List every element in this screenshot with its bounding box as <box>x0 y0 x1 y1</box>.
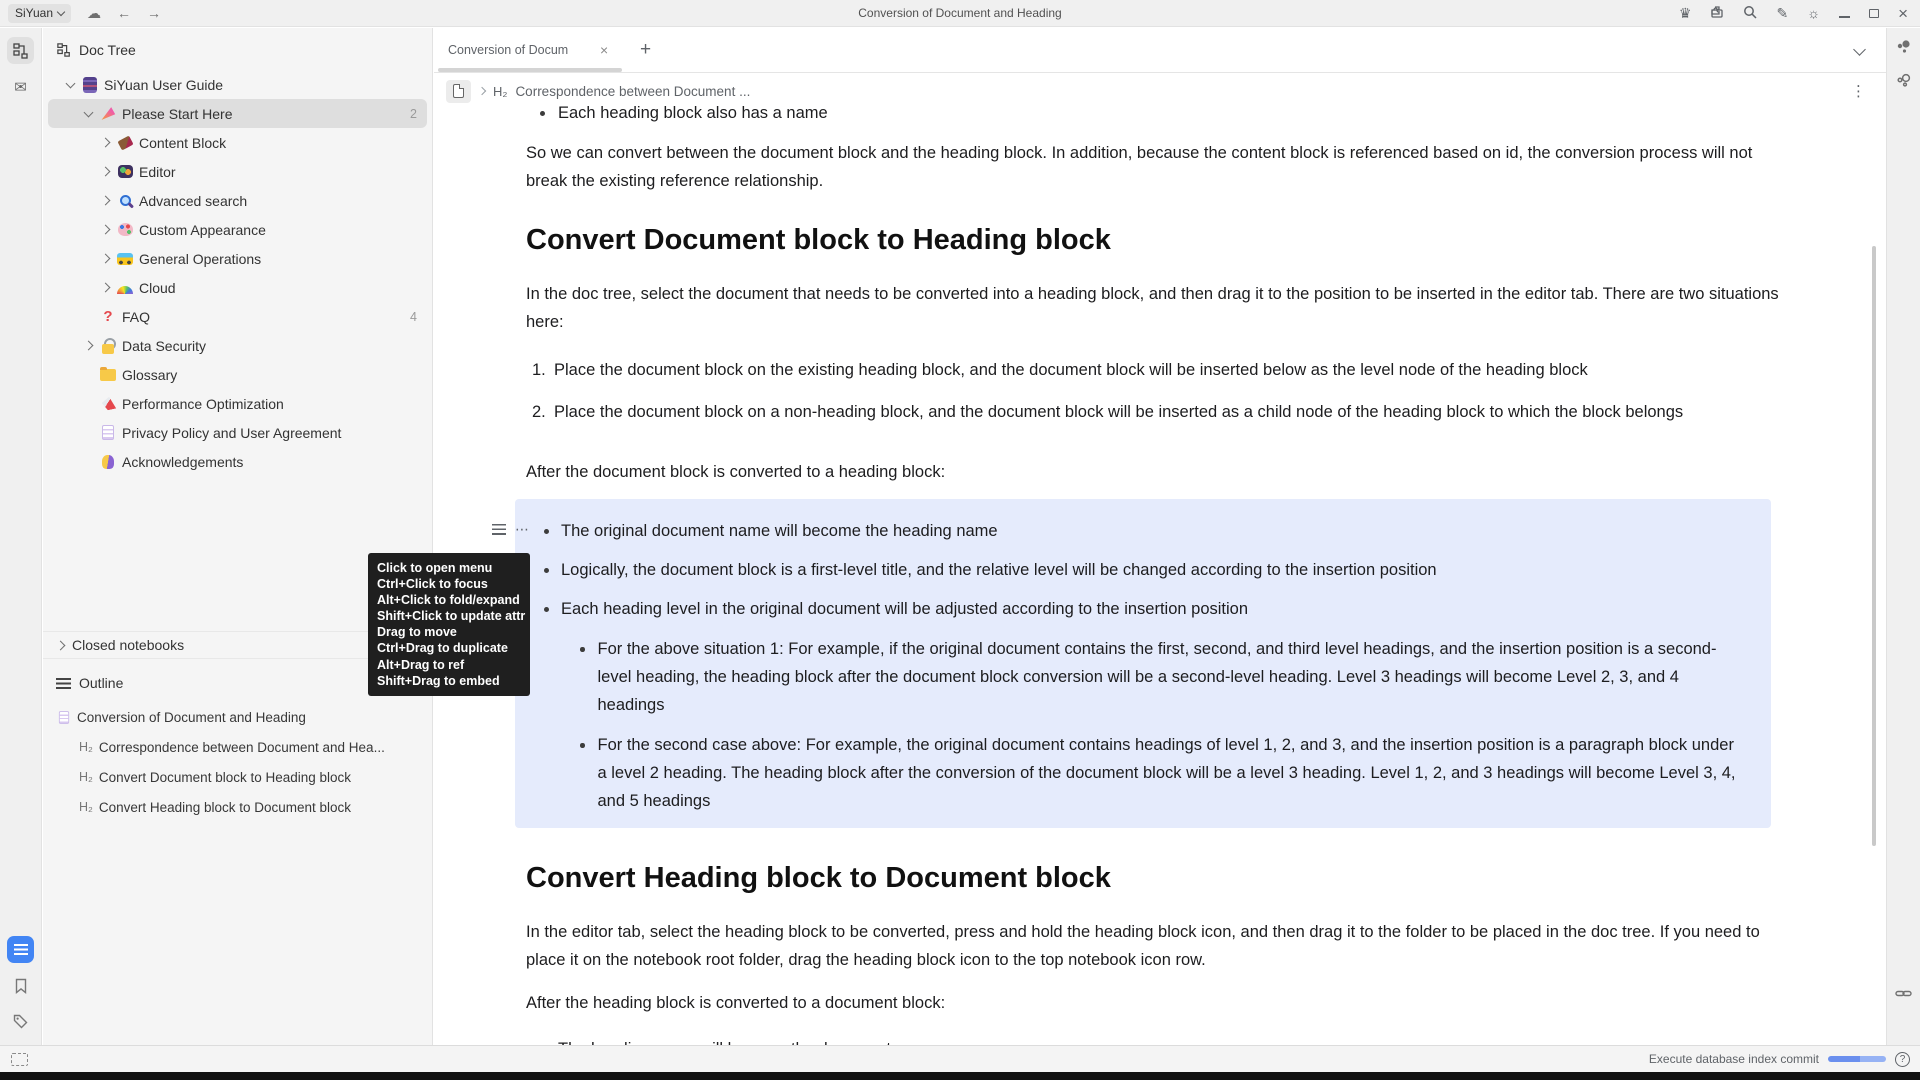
membership-crown-icon[interactable]: ♛ <box>1678 5 1692 21</box>
tooltip-line: Ctrl+Drag to duplicate <box>377 641 508 656</box>
list-item-text: The original document name will become the heading name <box>561 522 998 540</box>
forward-icon[interactable]: → <box>147 5 162 21</box>
left-dock <box>0 28 42 1045</box>
bullet-dot <box>540 111 545 116</box>
dock-tag-button[interactable] <box>7 1008 34 1035</box>
doctree-item-editor[interactable] <box>48 157 427 186</box>
tab-conversion-of-document[interactable] <box>434 28 626 72</box>
doctree-item-siyuan-user-guide[interactable] <box>48 70 427 99</box>
list-number: 2. <box>532 403 546 421</box>
doctree-item-label: Custom Appearance <box>139 221 266 238</box>
list-item-partial[interactable] <box>526 99 1886 127</box>
list-item[interactable] <box>515 556 1771 584</box>
inbox-mail-icon: ✉ <box>14 78 27 96</box>
status-progress-bar <box>1828 1056 1886 1062</box>
editor-icon <box>118 165 133 178</box>
help-icon[interactable]: ? <box>1895 1052 1910 1067</box>
gutter-tooltip <box>368 553 530 696</box>
doctree-item-label: Advanced search <box>139 192 248 209</box>
chevron-right-icon[interactable] <box>101 254 111 264</box>
outline-title: Outline <box>79 675 124 691</box>
list-item-text: Each heading block also has a name <box>558 104 828 122</box>
ordered-list <box>526 356 1886 426</box>
party-popper-icon <box>100 106 116 122</box>
breadcrumb-doc-chip[interactable] <box>446 80 471 103</box>
heading-convert-document-to-heading[interactable]: Convert Document block to Heading block <box>526 224 1111 256</box>
doc-count-badge: 2 <box>410 106 417 121</box>
chevron-down-icon[interactable] <box>84 107 94 117</box>
folder-icon <box>100 369 116 381</box>
sub-list-item[interactable] <box>515 731 1745 815</box>
dock-global-graph-button[interactable] <box>1895 71 1913 94</box>
status-right <box>1649 1052 1920 1067</box>
tooltip-line: Drag to move <box>377 625 457 640</box>
doctree-item-glossary[interactable] <box>48 360 427 389</box>
outline-list <box>43 702 432 822</box>
bullet-dot <box>580 647 585 652</box>
tooltip-line: Shift+Click to update attr <box>377 609 526 624</box>
palette-icon <box>118 223 133 236</box>
search-icon[interactable] <box>1743 5 1757 21</box>
outline-item-doc[interactable] <box>43 702 432 732</box>
list-item[interactable] <box>515 517 1771 545</box>
tooltip-line: Click to open menu <box>377 561 493 575</box>
chevron-right-icon[interactable] <box>101 283 111 293</box>
doctree-item-acknowledgements[interactable] <box>48 447 427 476</box>
list-item[interactable] <box>515 595 1771 623</box>
outline-item-h2[interactable] <box>43 792 432 822</box>
bottom-strip <box>0 1072 1920 1080</box>
tab-bar <box>434 28 1886 73</box>
doc-tree-icon <box>57 43 71 57</box>
doctree-item-cloud[interactable] <box>48 273 427 302</box>
paragraph[interactable]: So we can convert between the document block and the heading block. In addition, because the content block is referenced based on id, the conversion process will not break the existing reference relationship. <box>526 144 1753 190</box>
dock-inbox-button[interactable] <box>7 73 34 100</box>
breadcrumb-h2-badge: H₂ <box>493 83 508 99</box>
titlebar-right-icons <box>1679 5 1920 22</box>
new-tab-button[interactable]: + <box>640 39 652 60</box>
tooltip-line: Alt+Click to fold/expand <box>377 593 520 608</box>
minimize-icon[interactable] <box>1839 6 1850 20</box>
close-icon[interactable]: × <box>1898 3 1908 23</box>
list-item-text: Place the document block on a non-heading block, and the document block will be inserted as a child node of the heading block to which the block belongs <box>554 403 1684 421</box>
doc-tree <box>43 62 432 476</box>
document-icon <box>59 711 69 724</box>
doctree-item-label: Editor <box>139 163 176 180</box>
maximize-icon[interactable] <box>1869 6 1879 20</box>
window-title: Conversion of Document and Heading <box>858 6 1062 20</box>
cloud-sync-icon[interactable]: ☁ <box>87 5 102 21</box>
outline-item-label: Convert Heading block to Document block <box>98 799 352 815</box>
bullet-dot <box>544 568 549 573</box>
magnifier-icon <box>120 195 131 206</box>
status-message: Execute database index commit <box>1648 1052 1819 1066</box>
doctree-item-privacy-policy[interactable] <box>48 418 427 447</box>
list-item-text: Logically, the document block is a first-level title, and the relative level will be changed according to the insertion position <box>561 561 1437 579</box>
list-item-text: Place the document block on the existing heading block, and the document block will be inserted below as the level node of the heading block <box>554 361 1588 379</box>
outline-item-label: Conversion of Document and Heading <box>77 709 306 725</box>
bookmark-icon <box>14 978 28 994</box>
paragraph[interactable]: After the heading block is converted to a document block: <box>526 994 946 1012</box>
dock-doc-tree-button[interactable] <box>7 37 34 64</box>
doctree-item-label: FAQ <box>122 308 151 325</box>
outline-item-h2[interactable] <box>43 732 432 762</box>
titlebar <box>0 0 1920 27</box>
global-graph-icon <box>1895 71 1913 89</box>
doc-count-badge: 4 <box>410 309 417 324</box>
sidebar <box>43 28 433 1045</box>
document-icon <box>453 84 464 98</box>
paragraph[interactable]: After the document block is converted to a heading block: <box>526 463 946 481</box>
chevron-down-icon[interactable] <box>66 78 76 88</box>
h2-badge: H₂ <box>79 770 93 784</box>
tooltip-line: Alt+Drag to ref <box>377 657 465 672</box>
ordered-list-item[interactable] <box>526 356 1806 384</box>
doctree-item-label: Please Start Here <box>122 105 233 122</box>
doctree-item-label: Performance Optimization <box>122 395 284 412</box>
block-drag-handle-icon[interactable]: ⋯ <box>515 521 530 537</box>
select-region-icon[interactable] <box>11 1053 28 1066</box>
doctree-item-content-block[interactable] <box>48 128 427 157</box>
closed-notebooks-label: Closed notebooks <box>72 637 185 653</box>
doctree-item-label: Privacy Policy and User Agreement <box>122 424 342 441</box>
sub-list-item[interactable] <box>515 635 1745 719</box>
doctree-item-label: Cloud <box>139 279 176 296</box>
chevron-right-icon[interactable] <box>101 196 111 206</box>
bus-icon <box>117 253 133 265</box>
tooltip-line: Ctrl+Click to focus <box>377 577 488 592</box>
doctree-item-label: SiYuan User Guide <box>104 76 224 93</box>
doctree-item-label: Content Block <box>139 134 227 151</box>
editor-scrollbar[interactable] <box>1872 246 1876 846</box>
dock-outline-button[interactable] <box>7 936 34 963</box>
doctree-item-data-security[interactable] <box>48 331 427 360</box>
tab-list-chevron-icon[interactable] <box>1855 41 1864 59</box>
doctree-item-faq[interactable] <box>48 302 427 331</box>
chocolate-icon <box>117 135 133 150</box>
doc-tree-panel-header <box>43 28 432 62</box>
right-dock <box>1886 28 1920 1045</box>
outline-item-label: Correspondence between Document and Hea... <box>98 739 385 755</box>
ordered-list-item[interactable] <box>526 398 1806 426</box>
doctree-item-label: Acknowledgements <box>122 453 244 470</box>
list-item-text: For the second case above: For example, the original document contains headings of level 1, 2, and 3, and the insertion position is a paragraph block under a level 2 heading. The heading block after the conversion of the document block will be a level 3 heading. Level 1, 2, and 3 headings will become Level 3, 4, and 5 headings <box>597 736 1736 810</box>
chevron-right-icon <box>56 640 66 650</box>
doc-tree-title: Doc Tree <box>79 42 136 58</box>
outline-icon <box>56 678 71 689</box>
list-item-text: Each heading level in the original document will be adjusted according to the insertion position <box>561 600 1249 618</box>
editor-content <box>434 104 1886 1045</box>
dock-graph-button[interactable] <box>1895 38 1913 61</box>
breadcrumb-separator-icon <box>478 87 486 95</box>
block-gutter <box>492 521 530 538</box>
app-menu-label: SiYuan <box>15 6 54 20</box>
question-mark-icon: ? <box>103 308 113 325</box>
bullet-dot <box>544 529 549 534</box>
folded-hands-icon <box>102 455 114 469</box>
list-block-gutter-icon[interactable] <box>492 524 506 535</box>
tab-close-icon[interactable]: × <box>600 42 609 58</box>
graph-icon <box>1895 38 1913 56</box>
heading-convert-heading-to-document[interactable]: Convert Heading block to Document block <box>526 862 1111 894</box>
list-number: 1. <box>532 361 546 379</box>
rainbow-icon <box>117 286 133 294</box>
doctree-item-label: Glossary <box>122 366 178 383</box>
app-menu-button[interactable] <box>8 4 71 23</box>
editor-column <box>434 28 1886 1045</box>
status-bar <box>0 1045 1920 1072</box>
dock-bookmark-button[interactable] <box>7 972 34 999</box>
list-item-text: For the above situation 1: For example, if the original document contains the first, second, and third level headings, and the insertion position is a second-level heading, the heading block after the document block conversion will be a second-level heading. Level 3 headings will become Level 2, 3, and 4 headings <box>597 640 1717 714</box>
doctree-item-advanced-search[interactable] <box>48 186 427 215</box>
chevron-down-icon <box>57 8 65 16</box>
doctree-item-label: General Operations <box>139 250 262 267</box>
selected-list-block[interactable] <box>515 499 1771 828</box>
outline-lines-icon <box>14 944 28 955</box>
edit-pencil-icon[interactable]: ✎ <box>1776 5 1789 21</box>
notebook-icon <box>83 77 97 93</box>
h2-badge: H₂ <box>79 740 93 754</box>
chevron-right-icon[interactable] <box>84 341 94 351</box>
h2-badge: H₂ <box>79 800 93 814</box>
outline-item-h2[interactable] <box>43 762 432 792</box>
lock-icon <box>100 338 116 354</box>
more-options-icon[interactable]: ⋮ <box>1851 83 1866 100</box>
tag-icon <box>13 1014 28 1029</box>
outline-item-label: Convert Document block to Heading block <box>98 769 352 785</box>
dock-backlinks-button[interactable] <box>1895 985 1912 1007</box>
link-icon <box>1895 985 1912 1002</box>
doctree-item-custom-appearance[interactable] <box>48 215 427 244</box>
chevron-right-icon[interactable] <box>101 225 111 235</box>
paragraph[interactable]: In the editor tab, select the heading block to be converted, press and hold the heading block icon, and then drag it to the folder to be placed in the doc tree. If you need to place it on the notebook root folder, drag the heading block icon to the top notebook icon row. <box>526 923 1760 969</box>
back-icon[interactable]: ← <box>117 5 132 21</box>
rocket-icon <box>100 396 115 411</box>
doctree-item-please-start-here[interactable] <box>48 99 427 128</box>
theme-sun-icon[interactable]: ☼ <box>1807 5 1821 21</box>
paragraph[interactable]: In the doc tree, select the document that needs to be converted into a heading block, and then drag it to the position to be inserted in the editor tab. There are two situations here: <box>526 285 1779 331</box>
plugin-puzzle-icon[interactable] <box>1710 5 1724 21</box>
bullet-dot <box>544 607 549 612</box>
tab-label: Conversion of Docum <box>448 43 569 57</box>
active-tab-indicator <box>438 68 622 72</box>
breadcrumb-heading[interactable]: Correspondence between Document ... <box>515 83 751 99</box>
page-icon <box>102 425 114 440</box>
doctree-item-general-operations[interactable] <box>48 244 427 273</box>
doctree-item-label: Data Security <box>122 337 207 354</box>
chevron-right-icon[interactable] <box>101 167 111 177</box>
doctree-item-performance-optimization[interactable] <box>48 389 427 418</box>
bullet-dot <box>580 743 585 748</box>
tooltip-line: Shift+Drag to embed <box>377 673 500 688</box>
chevron-right-icon[interactable] <box>101 138 111 148</box>
